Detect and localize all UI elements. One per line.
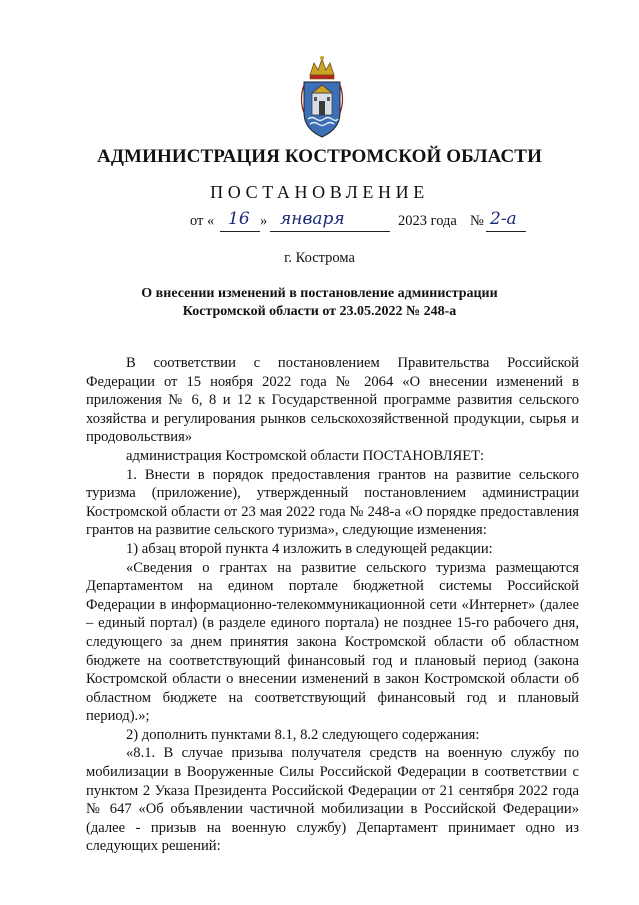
date-month: января bbox=[280, 209, 345, 229]
number-label: № bbox=[470, 213, 484, 229]
document-body bbox=[86, 354, 579, 856]
coat-of-arms-icon bbox=[298, 55, 346, 139]
organization-title: АДМИНИСТРАЦИЯ КОСТРОМСКОЙ ОБЛАСТИ bbox=[97, 146, 542, 167]
month-underline bbox=[270, 231, 390, 232]
paragraph-subitem-1: 1) абзац второй пункта 4 изложить в следующей редакции: bbox=[126, 540, 493, 557]
paragraph-quote-8-1: «8.1. В случае призыва получателя средств на военную службу по мобилизации в Вооруженные Силы Российской Федерации в соответствии с пунктом 2 Указа Президента Российской Федерации от 21 сентября 2022 года № 647 «Об объявлении частичной мобилизации в Российской Федерации» (далее - призыв на военную службу) Департамент принимает одно из следующих решений: bbox=[86, 745, 579, 855]
document-type: ПОСТАНОВЛЕНИЕ bbox=[210, 182, 429, 202]
subject-line-1: О внесении изменений в постановление администрации bbox=[141, 286, 498, 301]
date-mid: » bbox=[260, 213, 268, 229]
paragraph-subitem-2: 2) дополнить пунктами 8.1, 8.2 следующего содержания: bbox=[126, 726, 480, 743]
paragraph-preamble: В соответствии с постановлением Правительства Российской Федерации от 15 ноября 2022 года № 2064 «О внесении изменений в приложения № 6, 8 и 12 к Государственной программе развития сельского хозяйства и регулирования рынков сельскохозяйственной продукции, сырья и продовольствия» bbox=[86, 355, 579, 446]
day-underline bbox=[220, 231, 260, 232]
subject-line-2: Костромской области от 23.05.2022 № 248-а bbox=[182, 304, 457, 319]
number-underline bbox=[486, 231, 526, 232]
paragraph-quote-1: «Сведения о грантах на развитие сельского туризма размещаются Департаментом на едином портале бюджетной системы Российской Федерации в информационно-телекоммуникационной сети «Интернет» (далее – единый портал) (в разделе единого портала) не позднее 15-го рабочего дня, следующего за днем принятия закона Костромской области об областном бюджете на соответствующий финансовый год и плановый период (закона Костромской области о внесении изменений в закон Костромской области об областном бюджете на соответствующий финансовый год и плановый период).»; bbox=[86, 559, 579, 725]
paragraph-resolves: администрация Костромской области ПОСТАНОВЛЯЕТ: bbox=[126, 447, 485, 464]
date-year: 2023 года bbox=[398, 213, 457, 229]
paragraph-item-1: 1. Внести в порядок предоставления грантов на развитие сельского туризма (приложение), утвержденный постановлением администрации Костромской области от 23 мая 2022 года № 248-а «О порядке предоставления грантов на развитие сельского туризма», следующие изменения: bbox=[86, 466, 579, 539]
document-number: 2-а bbox=[490, 209, 517, 229]
date-prefix: от « bbox=[190, 213, 215, 229]
subject-heading bbox=[0, 285, 639, 321]
city: г. Кострома bbox=[284, 250, 355, 266]
date-day: 16 bbox=[228, 209, 250, 229]
